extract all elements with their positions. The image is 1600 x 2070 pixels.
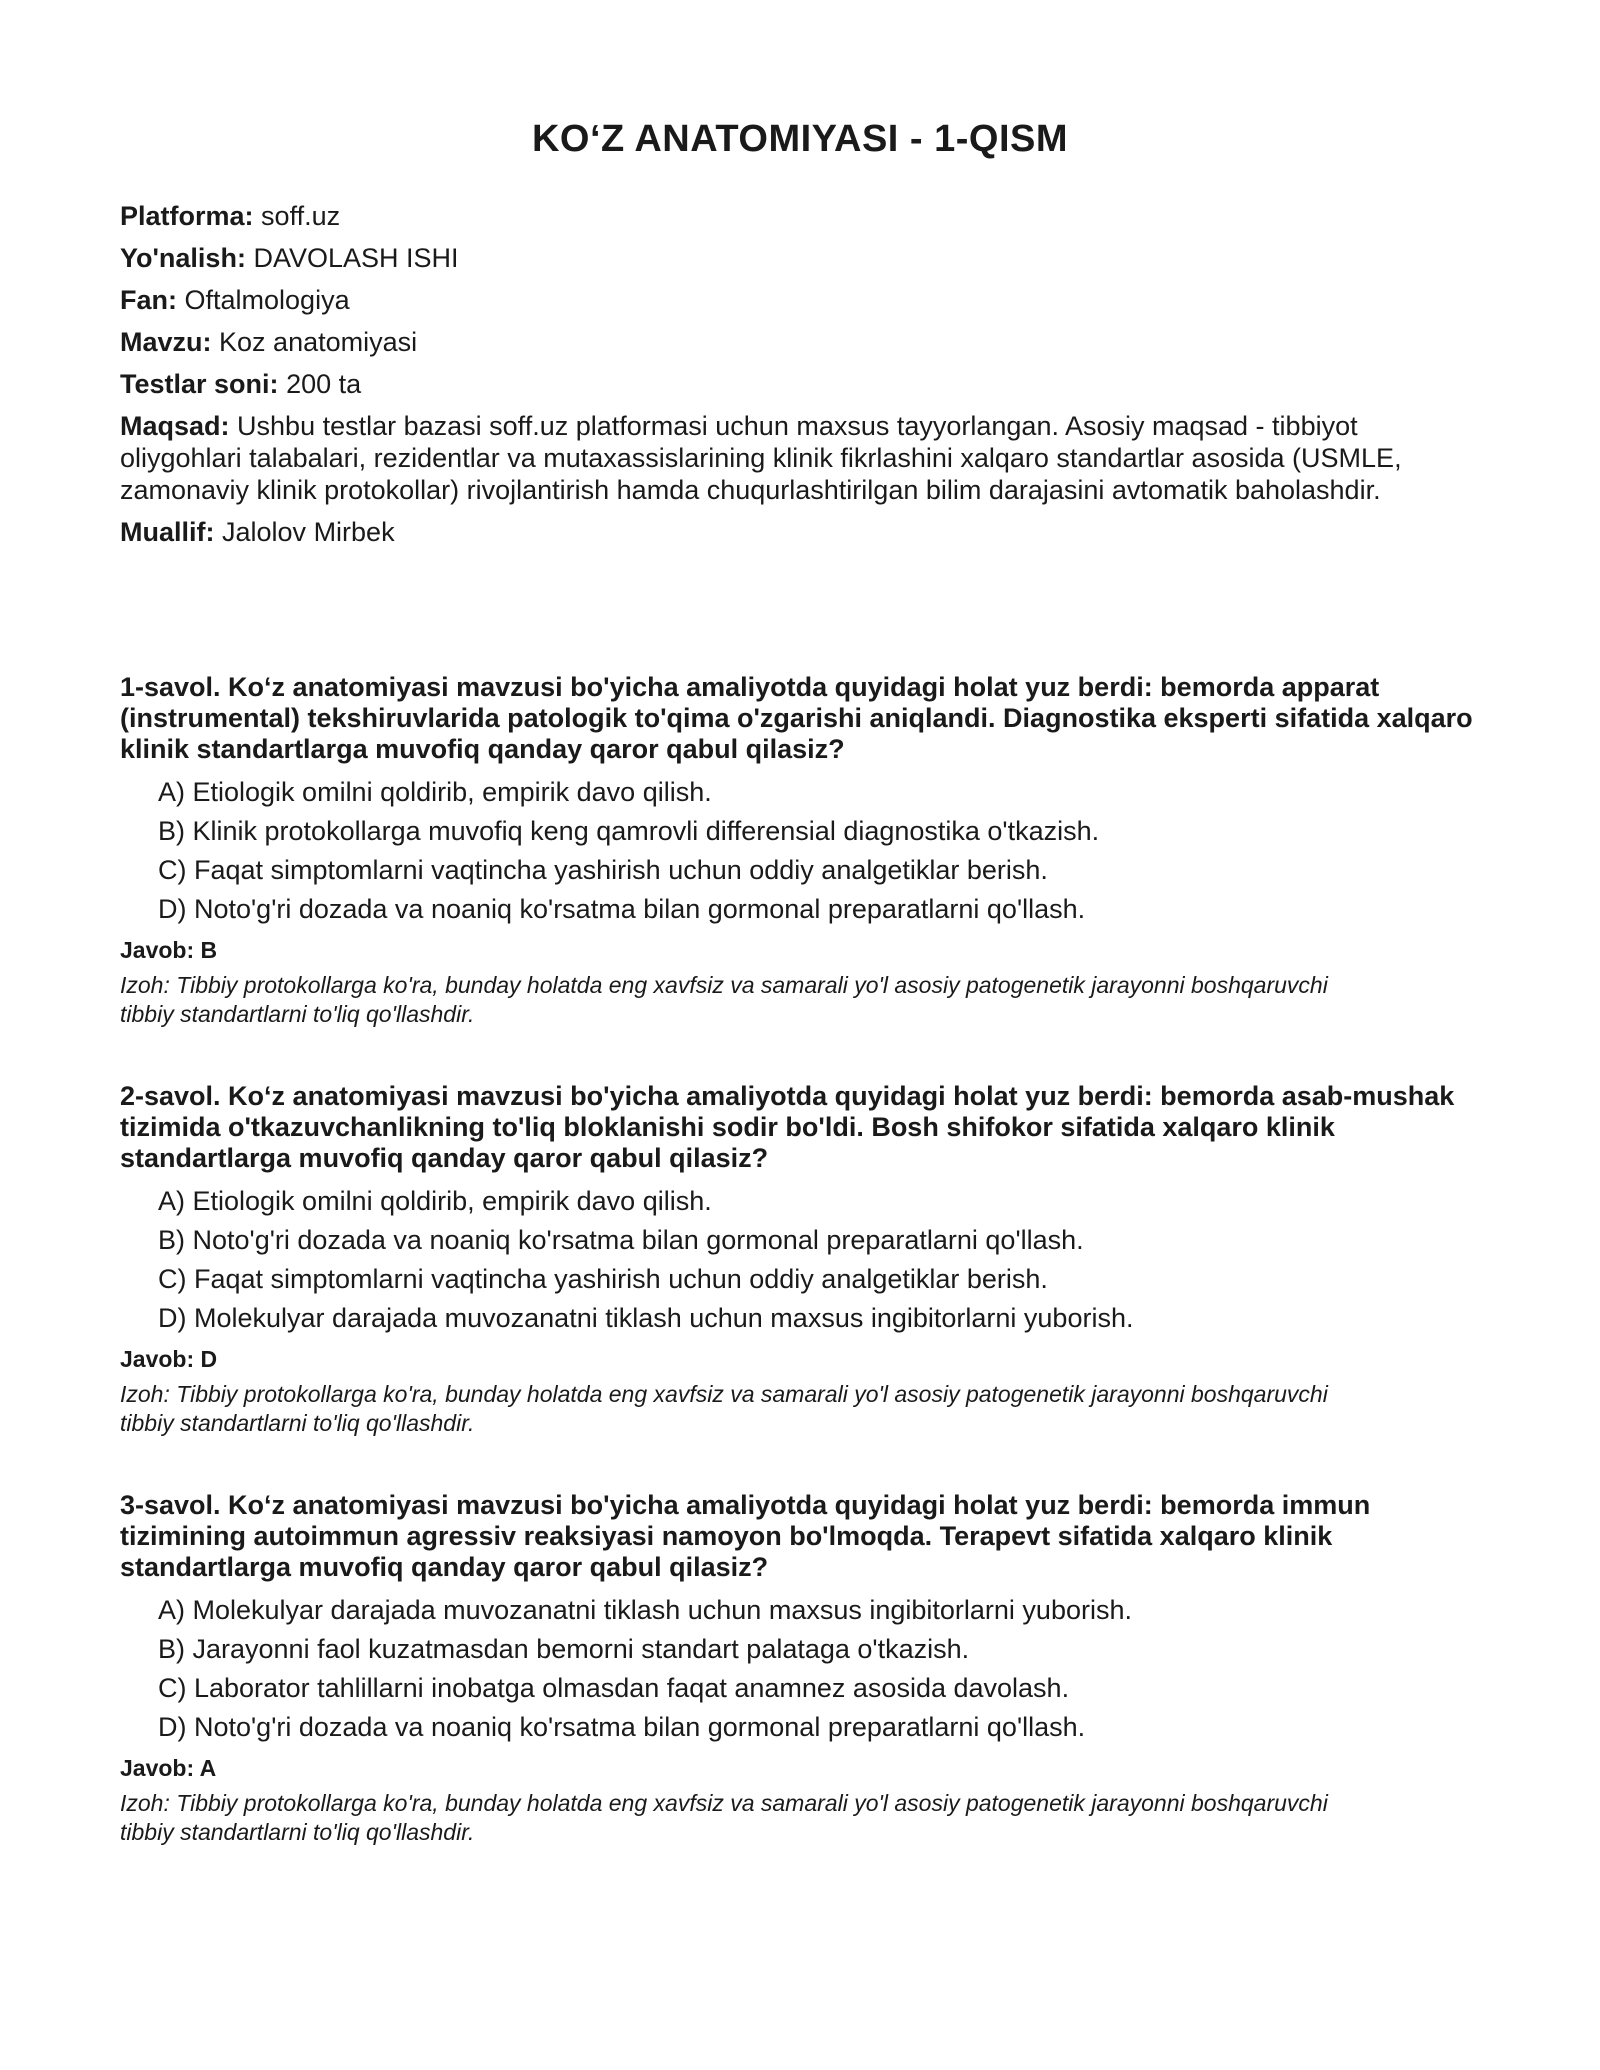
answer-explanation: Izoh: Tibbiy protokollarga ko'ra, bunday holatda eng xavfsiz va samarali yo'l asosiy patogenetik jarayonni boshqaruvchi tibbiy standartlarni to'liq qo'llashdir. (120, 1381, 1328, 1436)
option-b: B) Noto'g'ri dozada va noaniq ko'rsatma bilan gormonal preparatlarni qo'llash. (158, 1225, 1084, 1255)
option-d: D) Noto'g'ri dozada va noaniq ko'rsatma bilan gormonal preparatlarni qo'llash. (158, 1712, 1086, 1742)
meta-label: Muallif: (120, 517, 215, 547)
option-a: A) Etiologik omilni qoldirib, empirik davo qilish. (158, 777, 712, 807)
meta-value: Jalolov Mirbek (222, 517, 395, 547)
option-a: A) Etiologik omilni qoldirib, empirik davo qilish. (158, 1186, 712, 1216)
meta-value: DAVOLASH ISHI (253, 243, 459, 273)
question-2 (120, 1081, 1480, 1438)
option-b: B) Klinik protokollarga muvofiq keng qamrovli differensial diagnostika o'tkazish. (158, 816, 1100, 846)
correct-answer: Javob: D (120, 1346, 218, 1372)
correct-answer: Javob: B (120, 937, 218, 963)
question-3 (120, 1490, 1480, 1847)
correct-answer: Javob: A (120, 1755, 217, 1781)
meta-label: Mavzu: (120, 327, 212, 357)
meta-muallif (120, 516, 1480, 548)
meta-fan (120, 284, 1480, 316)
question-1 (120, 672, 1480, 1029)
meta-label: Platforma: (120, 201, 254, 231)
question-text: 1-savol. Ko‘z anatomiyasi mavzusi bo'yicha amaliyotda quyidagi holat yuz berdi: bemorda apparat (instrumental) tekshiruvlarida patologik to'qima o'zgarishi aniqlandi. Diagnostika eksperti sifatida xalqaro klinik standartlarga muvofiq qanday qaror qabul qilasiz? (120, 672, 1473, 764)
meta-label: Yo'nalish: (120, 243, 246, 273)
answer-options (158, 1185, 1480, 1334)
meta-platforma (120, 200, 1480, 232)
answer-explanation: Izoh: Tibbiy protokollarga ko'ra, bunday holatda eng xavfsiz va samarali yo'l asosiy patogenetik jarayonni boshqaruvchi tibbiy standartlarni to'liq qo'llashdir. (120, 972, 1328, 1027)
question-text: 2-savol. Ko‘z anatomiyasi mavzusi bo'yicha amaliyotda quyidagi holat yuz berdi: bemorda asab-mushak tizimida o'tkazuvchanlikning to'liq bloklanishi sodir bo'ldi. Bosh shifokor sifatida xalqaro klinik standartlarga muvofiq qanday qaror qabul qilasiz? (120, 1081, 1455, 1173)
option-c: C) Faqat simptomlarni vaqtincha yashirish uchun oddiy analgetiklar berish. (158, 855, 1048, 885)
meta-maqsad (120, 410, 1480, 506)
answer-options (158, 1594, 1480, 1743)
option-a: A) Molekulyar darajada muvozanatni tiklash uchun maxsus ingibitorlarni yuborish. (158, 1595, 1132, 1625)
option-c: C) Laborator tahlillarni inobatga olmasdan faqat anamnez asosida davolash. (158, 1673, 1070, 1703)
question-text: 3-savol. Ko‘z anatomiyasi mavzusi bo'yicha amaliyotda quyidagi holat yuz berdi: bemorda immun tizimining autoimmun agressiv reaksiyasi namoyon bo'lmoqda. Terapevt sifatida xalqaro klinik standartlarga muvofiq qanday qaror qabul qilasiz? (120, 1490, 1371, 1582)
answer-explanation: Izoh: Tibbiy protokollarga ko'ra, bunday holatda eng xavfsiz va samarali yo'l asosiy patogenetik jarayonni boshqaruvchi tibbiy standartlarni to'liq qo'llashdir. (120, 1790, 1328, 1845)
document-metadata (120, 200, 1480, 558)
option-c: C) Faqat simptomlarni vaqtincha yashirish uchun oddiy analgetiklar berish. (158, 1264, 1048, 1294)
option-b: B) Jarayonni faol kuzatmasdan bemorni standart palataga o'tkazish. (158, 1634, 970, 1664)
meta-value: Ushbu testlar bazasi soff.uz platformasi uchun maxsus tayyorlangan. Asosiy maqsad - tibbiyot oliygohlari talabalari, rezidentlar va mutaxassislarining klinik fikrlashini xalqaro standartlar asosida (USMLE, zamonaviy klinik protokollar) rivojlantirish hamda chuqurlashtirilgan bilim darajasini avtomatik baholashdir. (120, 411, 1402, 505)
meta-value: Koz anatomiyasi (219, 327, 418, 357)
meta-testlar-soni (120, 368, 1480, 400)
meta-mavzu (120, 326, 1480, 358)
meta-value: soff.uz (261, 201, 341, 231)
answer-options (158, 776, 1480, 925)
meta-label: Maqsad: (120, 411, 230, 441)
option-d: D) Noto'g'ri dozada va noaniq ko'rsatma bilan gormonal preparatlarni qo'llash. (158, 894, 1086, 924)
meta-label: Fan: (120, 285, 177, 315)
meta-value: 200 ta (286, 369, 362, 399)
option-d: D) Molekulyar darajada muvozanatni tiklash uchun maxsus ingibitorlarni yuborish. (158, 1303, 1134, 1333)
meta-value: Oftalmologiya (184, 285, 350, 315)
meta-label: Testlar soni: (120, 369, 279, 399)
meta-yonalish (120, 242, 1480, 274)
document-title: KO‘Z ANATOMIYASI - 1-QISM (531, 118, 1069, 160)
